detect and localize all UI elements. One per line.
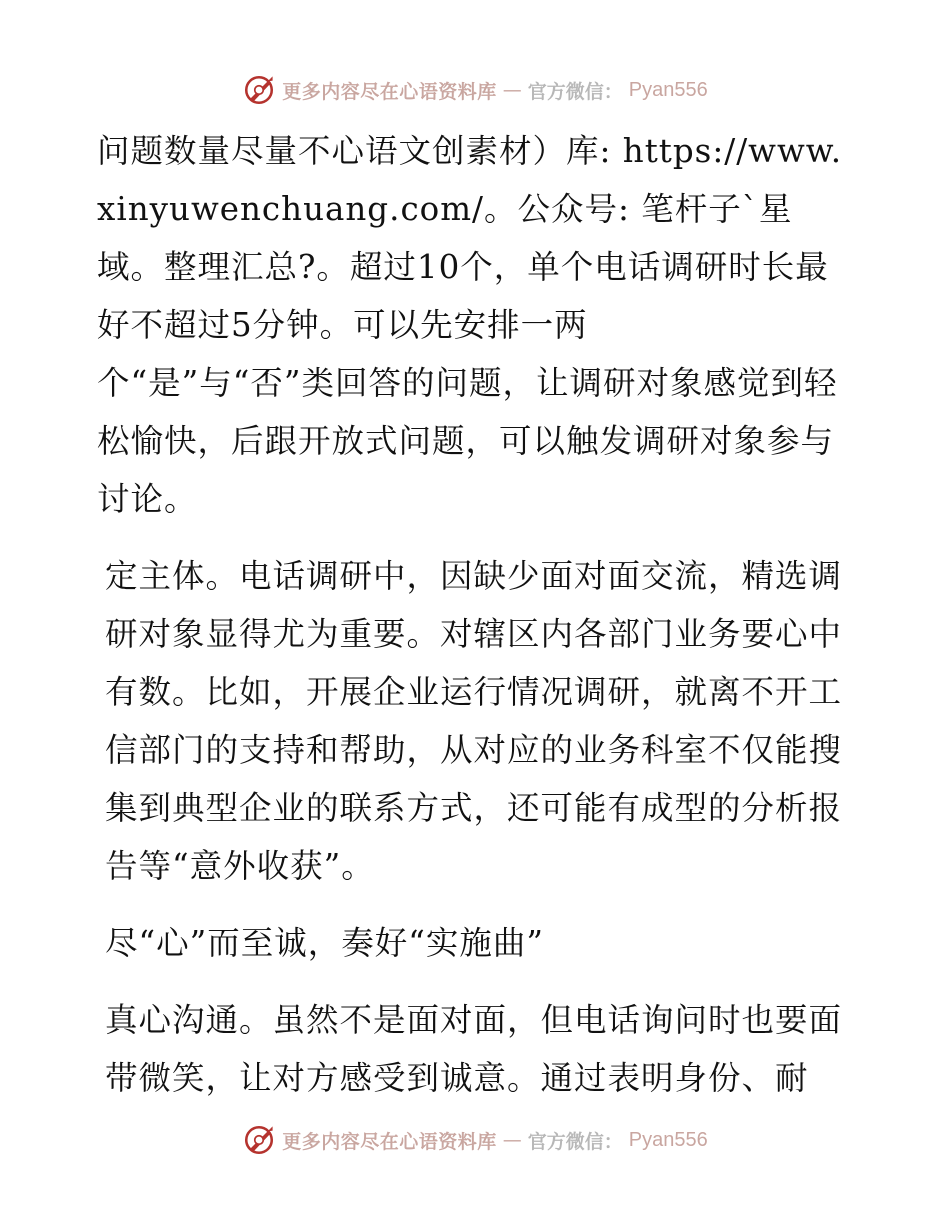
paragraph-3: 定主体。电话调研中，因缺少面对面交流，精选调研对象显得尤为重要。对辖区内各部门业务要心中有数。比如，开展企业运行情况调研，就离不开工信部门的支持和帮助，从对应的业务科室不仅能搜集到典型企业的联系方式，还可能有成型的分析报告等“意外收获”。	[105, 557, 843, 885]
paragraph-5: 真心沟通。虽然不是面对面，但电话询问时也要面带微笑，让对方感受到诚意。通过表明身份、耐	[105, 1001, 843, 1097]
footer-wechat-label: 官方微信：	[527, 1130, 623, 1153]
header-wechat-label: 官方微信：	[527, 80, 623, 103]
body-text	[97, 122, 853, 1107]
header-account: Pyan556	[628, 78, 708, 101]
paragraph-1: 问题数量尽量不心语文创素材）库: https://www.xinyuwenchuang.com/。公众号: 笔杆子`星域。整理汇总?。超过10个，单个电话调研时长最好不超过5分钟。可以先安排一两	[97, 132, 843, 344]
header-brand-text: 更多内容尽在心语资料库	[282, 80, 497, 103]
header-dash: —	[502, 79, 522, 101]
footer-banner	[0, 1120, 950, 1160]
quill-logo-icon	[242, 73, 276, 107]
header-banner	[0, 70, 950, 110]
footer-brand-text: 更多内容尽在心语资料库	[282, 1130, 497, 1153]
section-heading: 尽“心”而至诚，奏好“实施曲”	[105, 924, 544, 962]
footer-dash: —	[502, 1129, 522, 1151]
footer-account: Pyan556	[628, 1128, 708, 1151]
quill-logo-icon	[242, 1123, 276, 1157]
paragraph-2: 个“是”与“否”类回答的问题，让调研对象感觉到轻松愉快，后跟开放式问题，可以触发调研对象参与讨论。	[97, 364, 838, 518]
